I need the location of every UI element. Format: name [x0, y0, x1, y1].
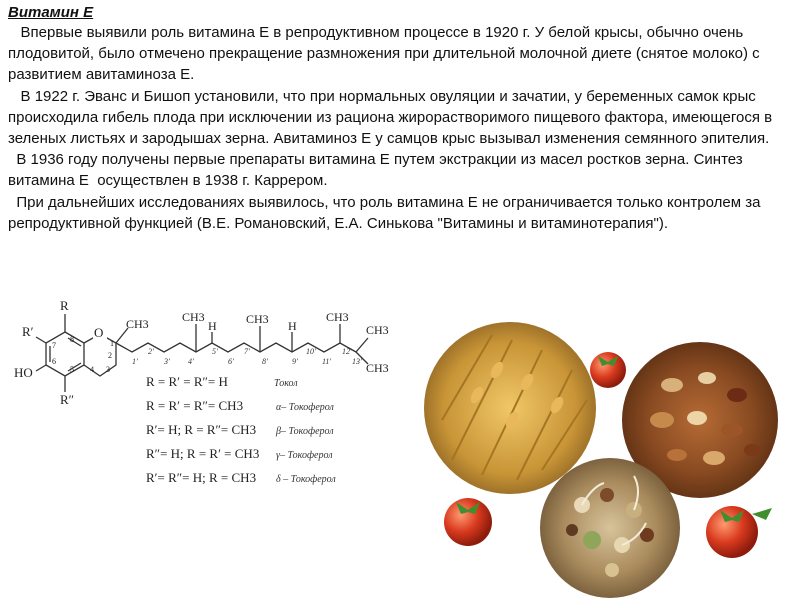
chain-num-1: 1′	[132, 357, 138, 366]
variant-formula-1: R = R′ = R″= H	[146, 374, 228, 389]
variant-name-2: α– Токоферол	[276, 402, 334, 413]
paragraph-3: В 1936 году получены первые препараты витамина Е путем экстракции из масел ростков зерна. Синтез витамина Е осуществлен в 1938 г. Каррером.	[8, 151, 747, 190]
paragraph-1: Впервые выявили роль витамина Е в репродуктивном процессе в 1920 г. У белой крысы, обычно очень плодовитой, было отмечено прекращение размножения при длительной молочной диете (снятое молоко) с развитием авитаминоза Е.	[8, 24, 764, 84]
label-r1: R′	[22, 324, 34, 339]
ring-num-2: 2	[108, 351, 112, 360]
chain-num-11: 11′	[322, 357, 332, 366]
ring-num-4: 4	[90, 365, 94, 374]
bond-ho	[36, 365, 46, 371]
chain-num-5: 5′	[212, 347, 218, 356]
label-ch3-f: CH3	[366, 361, 389, 375]
paragraph-2: В 1922 г. Эванс и Бишоп установили, что при нормальных овуляции и зачатии, у беременных самок крыс происходила гибель плода при исключении из рациона жирорастворимого пищевого фактора, имеющегося в зеленых листьях и зародышах зерна. Авитаминоз Е у самцов крыс вызывал изменения семянного эпителия.	[8, 87, 777, 148]
body-text	[8, 22, 792, 234]
label-ch3-d: CH3	[326, 310, 349, 324]
wheat-photo	[424, 322, 596, 494]
chain-num-2: 2′	[148, 347, 154, 356]
variants-table	[146, 374, 336, 485]
chain-num-13: 13′	[352, 357, 362, 366]
page-title: Витамин Е	[8, 4, 94, 21]
variant-name-5: δ – Токоферол	[276, 474, 336, 485]
ring-num-8: 8	[70, 335, 74, 344]
variant-formula-2: R = R′ = R″= CH3	[146, 398, 244, 413]
chain-num-6: 6′	[228, 357, 234, 366]
label-h-2: H	[288, 319, 297, 333]
benzene-ring	[46, 332, 84, 376]
bond-r1	[36, 337, 46, 343]
chain-num-12: 12′	[342, 347, 352, 356]
label-ch3-e: CH3	[366, 323, 389, 337]
variant-name-4: γ– Токоферол	[276, 450, 333, 461]
chain-num-4: 4′	[188, 357, 194, 366]
variant-formula-3: R′= H; R = R″= CH3	[146, 422, 257, 437]
label-h-1: H	[208, 319, 217, 333]
bond-ch3-13b	[356, 338, 368, 352]
ring-num-7: 7	[52, 341, 56, 350]
ring-num-3: 3	[106, 365, 110, 374]
chain-num-7: 7′	[244, 347, 250, 356]
tomato-right	[706, 506, 772, 558]
variant-formula-4: R″= H; R = R′ = CH3	[146, 446, 260, 461]
ring-num-6: 6	[52, 357, 56, 366]
label-r2: R″	[60, 392, 75, 407]
variant-name-3: β– Токоферол	[276, 426, 334, 437]
tomato-top	[590, 352, 626, 388]
ring-num-5: 5	[70, 365, 74, 374]
label-ch3-b: CH3	[182, 310, 205, 324]
collage-svg	[422, 300, 796, 598]
tomato-left	[444, 498, 492, 546]
label-ch3-c: CH3	[246, 312, 269, 326]
label-r: R	[60, 298, 69, 313]
ring-num-1: 1	[110, 339, 114, 348]
label-o: O	[94, 325, 104, 340]
sprouts-circle	[540, 458, 680, 598]
chain-num-10: 10′	[306, 347, 316, 356]
chain-num-3: 3′	[164, 357, 170, 366]
variant-formula-5: R′= R″= H; R = CH3	[146, 470, 257, 485]
tocopherol-structure-diagram	[10, 292, 400, 592]
paragraph-4: При дальнейших исследованиях выявилось, что роль витамина Е не ограничивается только контролем за репродуктивной функцией (В.Е. Романовский, Е.А. Синькова "Витамины и витаминотерапия").	[8, 193, 765, 232]
chain-num-9: 9′	[292, 357, 298, 366]
vitamin-e-foods-collage	[422, 300, 796, 598]
chain-num-8: 8′	[262, 357, 268, 366]
variant-name-1: Токол	[274, 378, 298, 389]
structure-svg	[10, 292, 400, 592]
sprouts-photo	[540, 458, 680, 598]
label-ho: HO	[14, 365, 33, 380]
ring-numbers	[52, 335, 114, 374]
label-ch3-a: CH3	[126, 317, 149, 331]
